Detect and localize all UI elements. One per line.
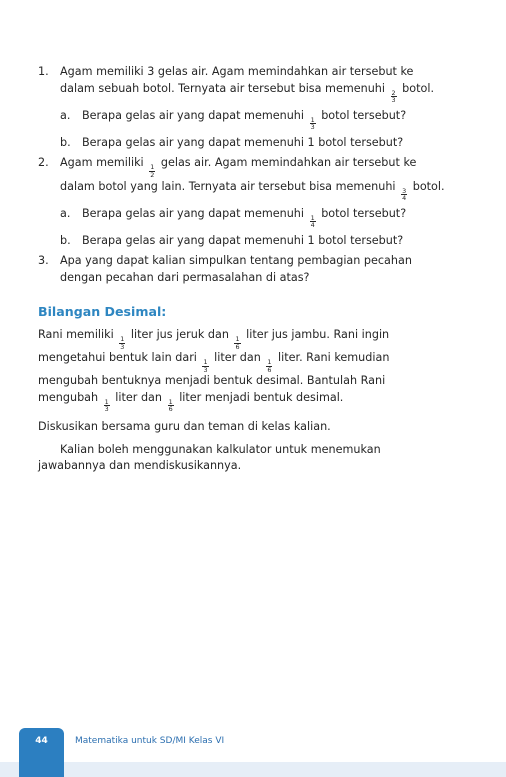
fraction: $\frac{1}{4}$ — [310, 213, 315, 230]
sub-question-letter: a. — [60, 108, 71, 122]
sub-question-letter: a. — [60, 206, 71, 220]
fraction: $\frac{1}{3}$ — [310, 115, 315, 132]
section-paragraph-1: Rani memiliki $\frac{1}{3}$ liter jus jeruk dan $\frac{1}{6}$ liter jus jambu. Rani ingin mengetahui bentuk lain dari $\frac{1}{3}$ liter dan $\frac{1}{6}$ liter. Rani kemudian mengubah bentuknya menjadi bentuk desimal. Bantulah Rani mengubah $\frac{1}{3}$ liter dan $\frac{1}{6}$ liter menjadi bentuk desimal. — [38, 327, 390, 414]
fraction: $\frac{1}{3}$ — [120, 334, 125, 351]
sub-question-1b: b. Berapa gelas air yang dapat memenuhi 1 botol tersebut? — [60, 135, 448, 152]
question-3: 3. Apa yang dapat kalian simpulkan tentang pembagian pecahan dengan pecahan dari permasalahan di atas? — [38, 254, 412, 284]
section-paragraph-3: Kalian boleh menggunakan kalkulator untuk menemukan jawabannya dan mendiskusikannya. — [38, 442, 381, 472]
fraction: $\frac{3}{4}$ — [402, 186, 407, 203]
sub-question-letter: b. — [60, 233, 71, 247]
page-content — [38, 64, 448, 481]
fraction: $\frac{1}{6}$ — [267, 358, 272, 374]
footer-band — [0, 762, 506, 777]
question-number: 1. — [38, 65, 49, 78]
sub-question-letter: b. — [60, 135, 71, 149]
fraction: $\frac{1}{2}$ — [150, 163, 155, 179]
sub-question-2a: a. Berapa gelas air yang dapat memenuhi $\frac{1}{4}$ botol tersebut? — [60, 206, 407, 230]
fraction: $\frac{1}{6}$ — [168, 397, 173, 414]
question-number: 2. — [38, 156, 49, 170]
fraction: $\frac{1}{6}$ — [235, 334, 240, 351]
fraction: $\frac{2}{3}$ — [391, 88, 396, 105]
question-number: 3. — [38, 254, 49, 268]
fraction: $\frac{1}{3}$ — [203, 358, 208, 374]
sub-question-2b: b. Berapa gelas air yang dapat memenuhi 1 botol tersebut? — [60, 233, 448, 250]
question-1 — [38, 64, 448, 151]
sub-question-1a: a. Berapa gelas air yang dapat memenuhi $\frac{1}{3}$ botol tersebut? — [60, 108, 407, 132]
book-title: Matematika untuk SD/MI Kelas VI — [75, 736, 225, 746]
page-number: 44 — [35, 736, 48, 746]
section-paragraph-2: Diskusikan bersama guru dan teman di kelas kalian. — [38, 420, 331, 433]
section-heading: Bilangan Desimal: — [38, 304, 167, 320]
question-text: Agam memiliki 3 gelas air. Agam memindahkan air tersebut ke dalam sebuah botol. Ternyata air tersebut bisa memenuhi — [60, 65, 414, 95]
question-text: botol. — [398, 81, 435, 95]
question-2: 2. Agam memiliki $\frac{1}{2}$ gelas air. Agam memindahkan air tersebut ke dalam botol yang lain. Ternyata air tersebut bisa memenuhi $\frac{3}{4}$ botol. a. Berapa gelas air yang dapat memenuhi $\frac{1}{4}$ botol tersebut? b. Berapa gelas air yang dapat memenuhi 1 botol tersebut? — [38, 155, 448, 249]
fraction: $\frac{1}{3}$ — [104, 397, 109, 414]
page-number-tab — [19, 728, 64, 777]
